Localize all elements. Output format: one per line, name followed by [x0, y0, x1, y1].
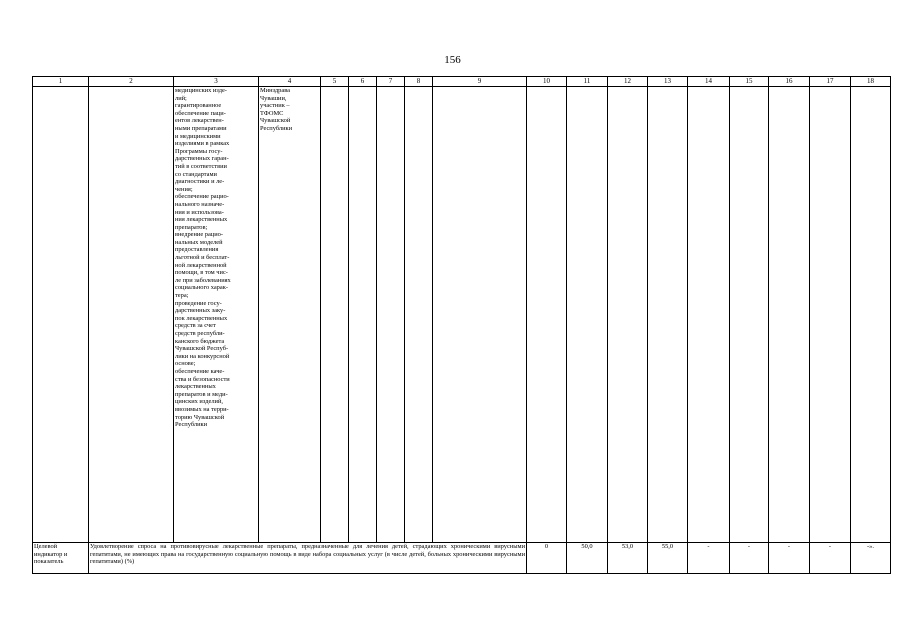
indicator-value: - [688, 543, 730, 574]
page-number: 156 [444, 54, 461, 66]
indicator-value: - [769, 543, 810, 574]
indicator-value: 55,0 [648, 543, 688, 574]
indicator-label: Целевой индикатор и показатель [33, 543, 89, 574]
empty-cell [321, 87, 349, 543]
indicator-value: -». [851, 543, 891, 574]
column-number: 2 [89, 77, 174, 87]
empty-cell [567, 87, 608, 543]
empty-cell [349, 87, 377, 543]
column-number: 3 [174, 77, 259, 87]
column-number: 8 [405, 77, 433, 87]
indicator-value: 0 [527, 543, 567, 574]
indicator-value: 53,0 [608, 543, 648, 574]
column-number: 14 [688, 77, 730, 87]
column-number: 12 [608, 77, 648, 87]
indicator-value: 50,0 [567, 543, 608, 574]
column-number: 9 [433, 77, 527, 87]
column-number: 4 [259, 77, 321, 87]
column-number: 10 [527, 77, 567, 87]
table-row [33, 87, 891, 543]
column-number: 6 [349, 77, 377, 87]
empty-cell [33, 87, 89, 543]
empty-cell [527, 87, 567, 543]
responsible-cell: Минздрава Чувашии, участник – ТФОМС Чувашской Республики [259, 87, 321, 543]
indicator-row [33, 543, 891, 574]
column-number: 16 [769, 77, 810, 87]
empty-cell [377, 87, 405, 543]
empty-cell [810, 87, 851, 543]
column-number: 11 [567, 77, 608, 87]
empty-cell [89, 87, 174, 543]
column-number: 13 [648, 77, 688, 87]
column-number: 7 [377, 77, 405, 87]
empty-cell [405, 87, 433, 543]
column-number: 17 [810, 77, 851, 87]
measures-cell: медицинских изде- лий; гарантированное обеспечение паци- ентов лекарствен- ными препаратами и медицинскими изделиями в рамках Программы госу- дарственных гаран- тий в соответствии со стандартами диагностики и ле- чения; обеспечение рацио- нального назначе- ния и использова- ния лекарственных препаратов; внедрение рацио- нальных моделей предоставления льготной и бесплат- ной лекарственной помощи, в том чис- ле при заболеваниях социального харак- тера; проведение госу- дарственных заку- пок лекарственных средств за счет средств республи- канского бюджета Чувашской Респуб- лики на конкурсной основе; обеспечение каче- ства и безопасности лекарственных препаратов и меди- цинских изделий, ввозимых на терри- торию Чувашской Республики [174, 87, 259, 543]
column-number: 1 [33, 77, 89, 87]
indicator-value: - [730, 543, 769, 574]
empty-cell [730, 87, 769, 543]
column-number-row [33, 77, 891, 87]
empty-cell [851, 87, 891, 543]
column-number: 15 [730, 77, 769, 87]
empty-cell [688, 87, 730, 543]
column-number: 18 [851, 77, 891, 87]
empty-cell [608, 87, 648, 543]
column-number: 5 [321, 77, 349, 87]
indicator-value: - [810, 543, 851, 574]
indicator-description: Удовлетворение спроса на противовирусные лекарственные препараты, предназначенные для лечения детей, страдающих хроническими вирусными гепатитами, не имеющих права на государственную социальную помощь в виде набора социальных услуг (в числе детей, больных хроническими вирусными гепатитами) (%) [89, 543, 527, 574]
program-table [32, 76, 891, 574]
empty-cell [769, 87, 810, 543]
empty-cell [648, 87, 688, 543]
empty-cell [433, 87, 527, 543]
